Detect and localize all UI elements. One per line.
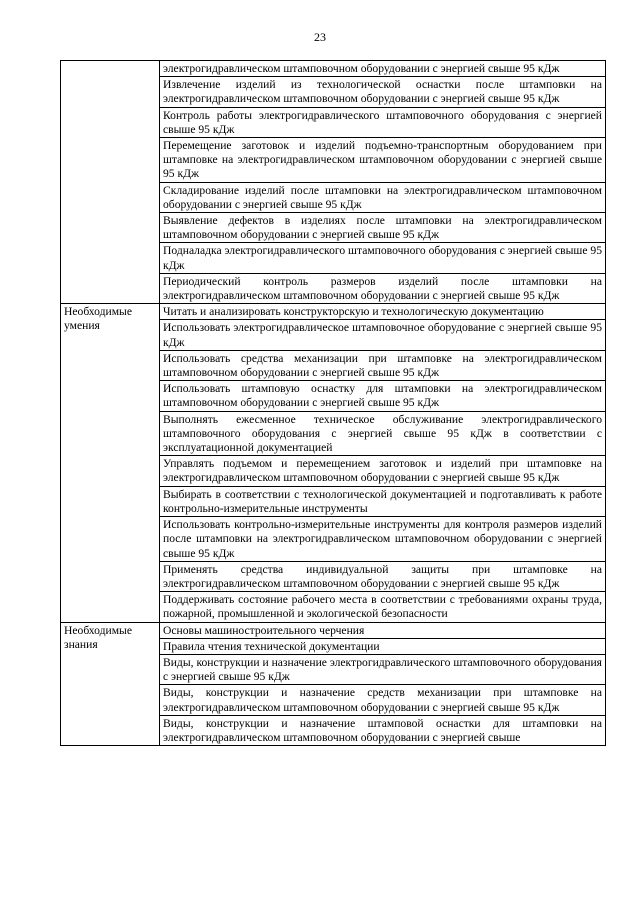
requirements-table-body [61,61,606,746]
table-cell: Подналадка электрогидравлического штамповочного оборудования с энергией свыше 95 кДж [160,243,606,273]
table-row [61,622,606,638]
table-cell: Использовать средства механизации при штамповке на электрогидравлическом штамповочном оборудовании с энергией свыше 95 кДж [160,350,606,380]
table-cell: Перемещение заготовок и изделий подъемно-транспортным оборудованием при штамповке на электрогидравлическом штамповочном оборудовании с энергией свыше 95 кДж [160,138,606,183]
section-label: Необходимые знания [61,622,160,746]
table-cell: Складирование изделий после штамповки на электрогидравлическом штамповочном оборудовании с энергией свыше 95 кДж [160,182,606,212]
table-row [61,61,606,77]
table-cell: Применять средства индивидуальной защиты при штамповке на электрогидравлическом штамповочном оборудовании с энергией свыше 95 кДж [160,561,606,591]
table-cell: Поддерживать состояние рабочего места в соответствии с требованиями охраны труда, пожарной, промышленной и экологической безопасности [160,592,606,622]
table-cell: Виды, конструкции и назначение электрогидравлического штамповочного оборудования с энергией свыше 95 кДж [160,654,606,684]
table-cell: Контроль работы электрогидравлического штамповочного оборудования с энергией свыше 95 кДж [160,107,606,137]
table-cell: Виды, конструкции и назначение средств механизации при штамповке на электрогидравлическом штамповочном оборудовании с энергией свыше 95 кДж [160,685,606,715]
section-label: Необходимые умения [61,304,160,622]
table-cell: Использовать контрольно-измерительные инструменты для контроля размеров изделий после штамповки на электрогидравлическом штамповочном оборудовании с энергией свыше 95 кДж [160,517,606,562]
table-cell: Виды, конструкции и назначение штамповой оснастки для штамповки на электрогидравлическом штамповочном оборудовании с энергией свыше [160,715,606,745]
table-cell: Использовать электрогидравлическое штамповочное оборудование с энергией свыше 95 кДж [160,320,606,350]
table-cell: Извлечение изделий из технологической оснастки после штамповки на электрогидравлическом штамповочном оборудовании с энергией свыше 95 кДж [160,77,606,107]
section-label [61,61,160,304]
table-cell: Выбирать в соответствии с технологической документацией и подготавливать к работе контрольно-измерительные инструменты [160,486,606,516]
table-cell: Использовать штамповую оснастку для штамповки на электрогидравлическом штамповочном оборудовании с энергией свыше 95 кДж [160,381,606,411]
page-number: 23 [314,30,326,44]
table-cell: Основы машиностроительного черчения [160,622,606,638]
table-cell: Читать и анализировать конструкторскую и технологическую документацию [160,304,606,320]
table-cell: Выполнять ежесменное техническое обслуживание электрогидравлического штамповочного оборудования с энергией свыше 95 кДж в соответствии с эксплуатационной документацией [160,411,606,456]
table-cell: Управлять подъемом и перемещением заготовок и изделий при штамповке на электрогидравлическом штамповочном оборудовании с энергией свыше 95 кДж [160,456,606,486]
requirements-table [60,60,606,746]
table-cell: Периодический контроль размеров изделий после штамповки на электрогидравлическом штамповочном оборудовании с энергией свыше 95 кДж [160,273,606,303]
table-cell: электрогидравлическом штамповочном оборудовании с энергией свыше 95 кДж [160,61,606,77]
table-cell: Правила чтения технической документации [160,638,606,654]
table-row [61,304,606,320]
table-cell: Выявление дефектов в изделиях после штамповки на электрогидравлическом штамповочном оборудовании с энергией свыше 95 кДж [160,213,606,243]
